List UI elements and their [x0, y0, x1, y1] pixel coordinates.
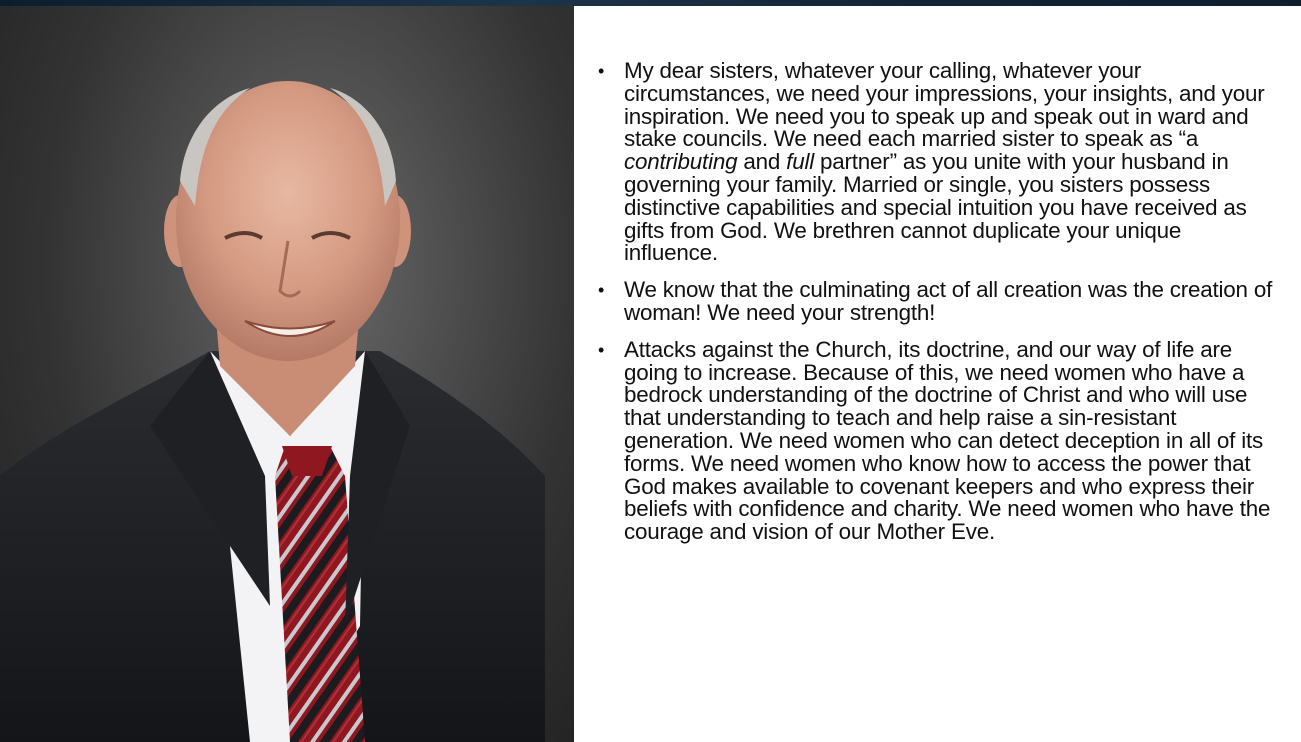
portrait-illustration [0, 6, 574, 742]
quote-text-part: My dear sisters, whatever your calling, whatever your circumstances, we need your impressions, your insights, and your inspiration. We need you to speak up and speak out in ward and stake councils. We need each married sister to speak as “a [624, 58, 1265, 152]
quote-text: Attacks against the Church, its doctrine, and our way of life are going to increase. Because of this, we need women who have a bedrock understanding of the doctrine of Christ and who will use that understanding to teach and help raise a sin-resistant generation. We need women who can detect deception in all of its forms. We need women who know how to access the power that God makes available to covenant keepers and who express their beliefs with confidence and charity. We need women who have the courage and vision of our Mother Eve. [624, 336, 1271, 545]
quote-panel [574, 6, 1301, 742]
quote-text-part: partner” as you unite with your husband in governing your family. Married or single, you sisters possess distinctive capabilities and special intuition you have received as gifts from God. We brethren cannot duplicate your unique influence. [624, 149, 1247, 266]
quote-text [624, 60, 1278, 265]
emphasis-full: full [786, 149, 814, 175]
list-item [598, 336, 1278, 545]
list-item [598, 279, 1278, 325]
bullet-icon: • [598, 280, 605, 301]
bullet-icon: • [598, 339, 605, 360]
list-item [598, 60, 1278, 265]
quote-list [598, 60, 1278, 558]
quote-text-part: and [737, 149, 787, 175]
quote-text: We know that the culminating act of all creation was the creation of woman! We need your strength! [624, 277, 1273, 325]
portrait-photo [0, 6, 574, 742]
emphasis-contributing: contributing [624, 149, 738, 175]
bullet-icon: • [598, 61, 605, 81]
